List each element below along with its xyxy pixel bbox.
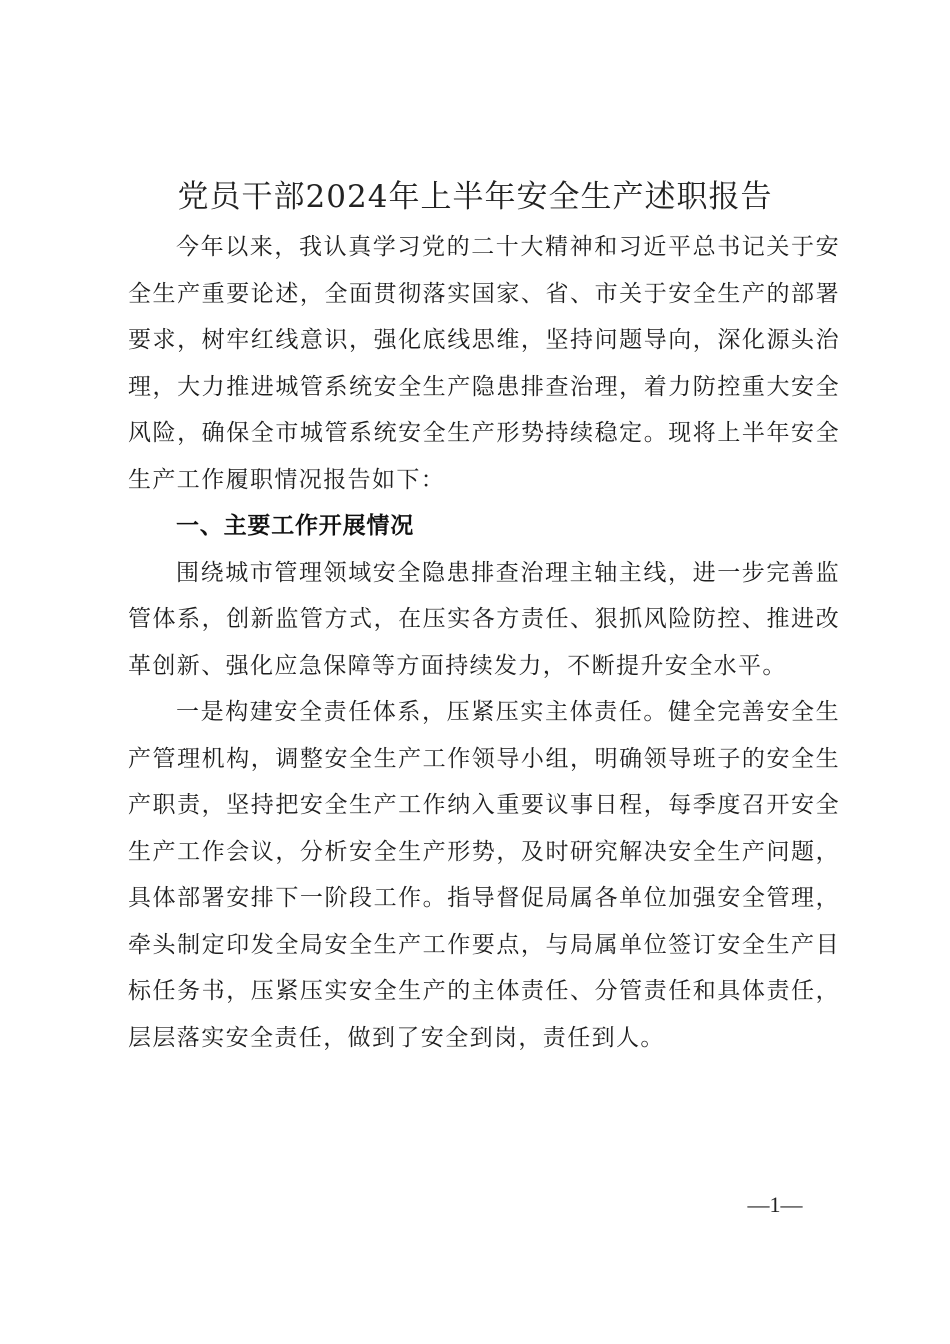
intro-paragraph: 今年以来，我认真学习党的二十大精神和习近平总书记关于安全生产重要论述，全面贯彻落实国家、省、市关于安全生产的部署要求，树牢红线意识，强化底线思维，坚持问题导向，深化源头治理，大力推进城管系统安全生产隐患排查治理，着力防控重大安全风险，确保全市城管系统安全生产形势持续稳定。现将上半年安全生产工作履职情况报告如下： xyxy=(128,234,840,493)
section-heading: 一、主要工作开展情况 xyxy=(176,513,414,539)
page-number: —1— xyxy=(747,1192,803,1217)
document-body xyxy=(128,224,840,1061)
section-paragraph-overview: 围绕城市管理领域安全隐患排查治理主轴主线，进一步完善监管体系，创新监管方式，在压实各方责任、狠抓风险防控、推进改革创新、强化应急保障等方面持续发力，不断提升安全水平。 xyxy=(128,559,840,679)
section-paragraph-responsibility: 一是构建安全责任体系，压紧压实主体责任。健全完善安全生产管理机构，调整安全生产工作领导小组，明确领导班子的安全生产职责，坚持把安全生产工作纳入重要议事日程，每季度召开安全生产工作会议，分析安全生产形势，及时研究解决安全生产问题，具体部署安排下一阶段工作。指导督促局属各单位加强安全管理，牵头制定印发全局安全生产工作要点，与局属单位签订安全生产目标任务书，压紧压实安全生产的主体责任、分管责任和具体责任，层层落实安全责任，做到了安全到岗，责任到人。 xyxy=(128,699,840,1051)
document-title: 党员干部2024年上半年安全生产述职报告 xyxy=(177,179,773,215)
